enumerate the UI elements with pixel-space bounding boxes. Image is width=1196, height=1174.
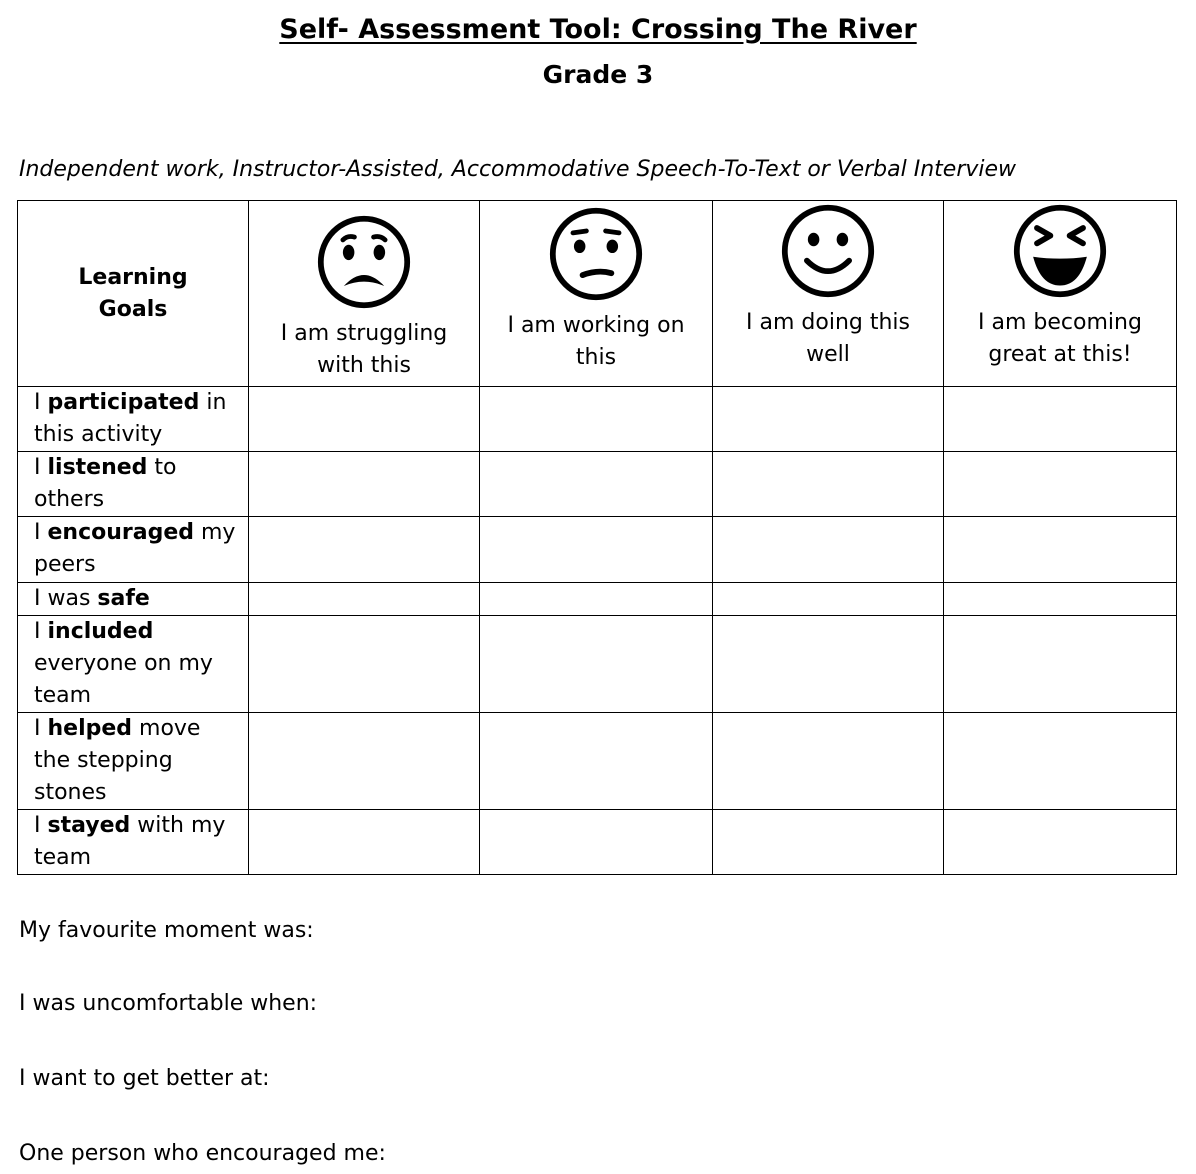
goal-text: I: [34, 390, 48, 415]
rating-cell[interactable]: [713, 517, 944, 583]
rating-cell[interactable]: [480, 452, 713, 517]
rating-cell[interactable]: [249, 616, 480, 713]
goal-keyword: listened: [47, 455, 148, 480]
rating-cell[interactable]: [713, 387, 944, 452]
goal-text: I: [34, 716, 48, 741]
learning-goal-cell: [18, 616, 249, 713]
rating-cell[interactable]: [249, 810, 480, 875]
rating-cell[interactable]: [713, 713, 944, 810]
learning-goal-cell: [18, 713, 249, 810]
rating-cell[interactable]: [944, 713, 1177, 810]
table-header-row: [18, 201, 1177, 387]
learning-goal-cell: [18, 810, 249, 875]
rating-cell[interactable]: [249, 713, 480, 810]
goal-text: to others: [34, 455, 177, 512]
goal-text: everyone on my team: [34, 651, 213, 708]
goal-text: I: [34, 813, 48, 838]
rating-cell[interactable]: [249, 517, 480, 583]
level-label: I am becoming great at this!: [978, 309, 1142, 367]
grade-subtitle: Grade 3: [542, 60, 654, 89]
table-row: [18, 517, 1177, 583]
goal-keyword: included: [47, 619, 154, 644]
table-row: [18, 713, 1177, 810]
goal-text: I was: [34, 586, 98, 611]
rating-cell[interactable]: [480, 713, 713, 810]
level-header-doing-well: [713, 201, 944, 387]
favourite-moment-prompt: My favourite moment was:: [19, 918, 314, 943]
rating-cell[interactable]: [944, 517, 1177, 583]
encouraged-me-prompt: One person who encouraged me:: [19, 1141, 386, 1166]
rating-cell[interactable]: [480, 583, 713, 616]
table-row: [18, 452, 1177, 517]
learning-goal-cell: [18, 517, 249, 583]
page-title: Self- Assessment Tool: Crossing The River: [279, 14, 917, 45]
rating-cell[interactable]: [944, 616, 1177, 713]
level-label: I am working on this: [507, 312, 685, 370]
learning-goal-cell: [18, 387, 249, 452]
level-label: I am struggling with this: [280, 320, 448, 378]
goal-text: I: [34, 455, 48, 480]
rating-cell[interactable]: [713, 810, 944, 875]
level-label: I am doing this well: [746, 309, 910, 367]
rating-cell[interactable]: [944, 387, 1177, 452]
get-better-prompt: I want to get better at:: [19, 1066, 270, 1091]
rating-cell[interactable]: [249, 452, 480, 517]
learning-goals-header: [18, 201, 249, 387]
goal-text: my peers: [34, 520, 236, 577]
level-header-working-on: [480, 201, 713, 387]
rating-cell[interactable]: [713, 583, 944, 616]
table-row: [18, 616, 1177, 713]
goal-text: move the stepping stones: [34, 716, 201, 805]
rating-cell[interactable]: [713, 452, 944, 517]
rating-cell[interactable]: [249, 387, 480, 452]
goal-keyword: encouraged: [47, 520, 194, 545]
assessment-modes: Independent work, Instructor-Assisted, Accommodative Speech-To-Text or Verbal Interview: [19, 157, 1017, 182]
worried-face-icon: [316, 214, 412, 310]
rating-cell[interactable]: [480, 810, 713, 875]
goal-text: in this activity: [34, 390, 227, 447]
table-row: [18, 387, 1177, 452]
rating-cell[interactable]: [944, 810, 1177, 875]
goal-keyword: safe: [97, 586, 150, 611]
unsure-face-icon: [548, 206, 644, 302]
goal-text: I: [34, 520, 48, 545]
rating-cell[interactable]: [480, 517, 713, 583]
laughing-face-icon: [1012, 203, 1108, 299]
rating-cell[interactable]: [944, 583, 1177, 616]
rating-cell[interactable]: [480, 387, 713, 452]
learning-goal-cell: [18, 583, 249, 616]
learning-goal-cell: [18, 452, 249, 517]
goal-text: I: [34, 619, 48, 644]
level-header-struggling: [249, 201, 480, 387]
rating-cell[interactable]: [713, 616, 944, 713]
goal-keyword: stayed: [47, 813, 131, 838]
uncomfortable-prompt: I was uncomfortable when:: [19, 991, 318, 1016]
goal-keyword: participated: [47, 390, 200, 415]
level-header-becoming-great: [944, 201, 1177, 387]
rating-cell[interactable]: [249, 583, 480, 616]
goal-keyword: helped: [47, 716, 133, 741]
smiling-face-icon: [780, 203, 876, 299]
table-row: [18, 810, 1177, 875]
learning-goals-label: Learning Goals: [78, 264, 188, 322]
rating-cell[interactable]: [944, 452, 1177, 517]
rating-cell[interactable]: [480, 616, 713, 713]
table-row: [18, 583, 1177, 616]
assessment-table: [17, 200, 1177, 875]
goal-text: with my team: [34, 813, 226, 870]
